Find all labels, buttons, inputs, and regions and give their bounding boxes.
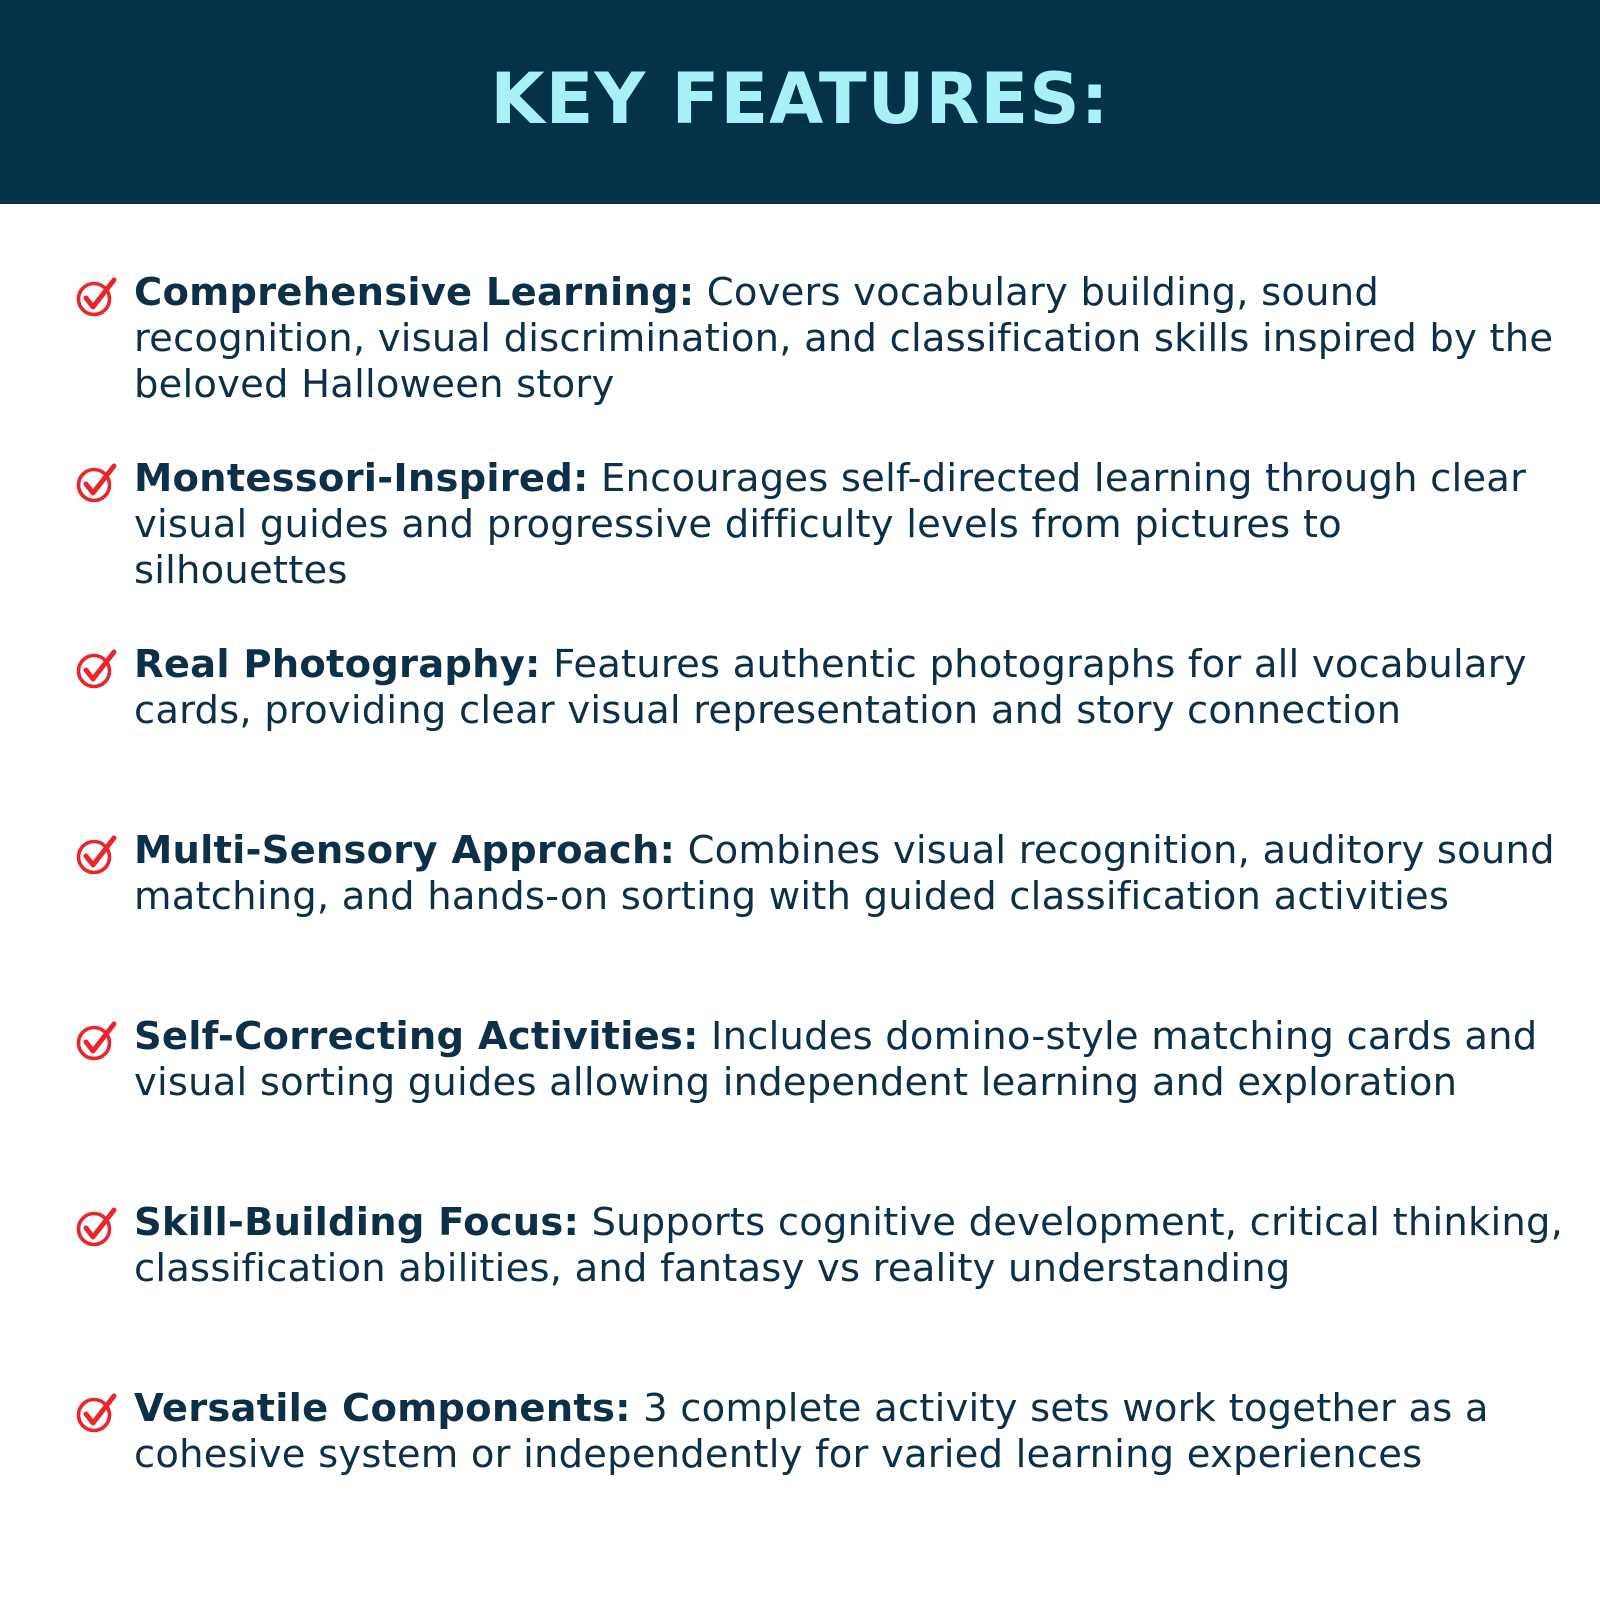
feature-description: Supports cognitive development, critical thinking, classification abilities, and fantasy vs reality understanding xyxy=(134,1200,1564,1291)
feature-item xyxy=(0,1200,1600,1386)
feature-title: Multi-Sensory Approach: xyxy=(134,828,676,873)
checkmark-circle-icon xyxy=(74,1204,120,1250)
checkmark-circle-icon xyxy=(74,1018,120,1064)
checkmark-circle-icon xyxy=(74,274,120,320)
feature-title: Real Photography: xyxy=(134,642,541,687)
feature-title: Self-Correcting Activities: xyxy=(134,1014,699,1059)
feature-title: Versatile Components: xyxy=(134,1386,631,1431)
feature-text xyxy=(134,1014,1564,1106)
feature-list xyxy=(0,270,1600,1572)
checkmark-circle-icon xyxy=(74,646,120,692)
checkmark-circle-icon xyxy=(74,460,120,506)
feature-item xyxy=(0,270,1600,456)
feature-text xyxy=(134,456,1564,594)
feature-text xyxy=(134,642,1564,734)
page-title: KEY FEATURES: xyxy=(490,58,1110,140)
feature-text xyxy=(134,828,1564,920)
checkmark-circle-icon xyxy=(74,1390,120,1436)
feature-text xyxy=(134,1386,1564,1478)
feature-title: Montessori-Inspired: xyxy=(134,456,589,501)
feature-text xyxy=(134,1200,1564,1292)
header-banner xyxy=(0,0,1600,204)
feature-description: Covers vocabulary building, sound recognition, visual discrimination, and classification skills inspired by the beloved Halloween story xyxy=(134,270,1554,407)
feature-description: 3 complete activity sets work together as a cohesive system or independently for varied learning experiences xyxy=(134,1386,1489,1477)
feature-title: Comprehensive Learning: xyxy=(134,270,695,315)
feature-item xyxy=(0,828,1600,1014)
feature-description: Combines visual recognition, auditory sound matching, and hands-on sorting with guided classification activities xyxy=(134,828,1555,919)
feature-text xyxy=(134,270,1564,408)
checkmark-circle-icon xyxy=(74,832,120,878)
feature-item xyxy=(0,456,1600,642)
feature-item xyxy=(0,1014,1600,1200)
feature-description: Encourages self-directed learning through clear visual guides and progressive difficulty levels from pictures to silhouettes xyxy=(134,456,1527,593)
feature-title: Skill-Building Focus: xyxy=(134,1200,580,1245)
feature-item xyxy=(0,1386,1600,1572)
feature-description: Features authentic photographs for all vocabulary cards, providing clear visual representation and story connection xyxy=(134,642,1527,733)
feature-description: Includes domino-style matching cards and visual sorting guides allowing independent learning and exploration xyxy=(134,1014,1538,1105)
feature-item xyxy=(0,642,1600,828)
